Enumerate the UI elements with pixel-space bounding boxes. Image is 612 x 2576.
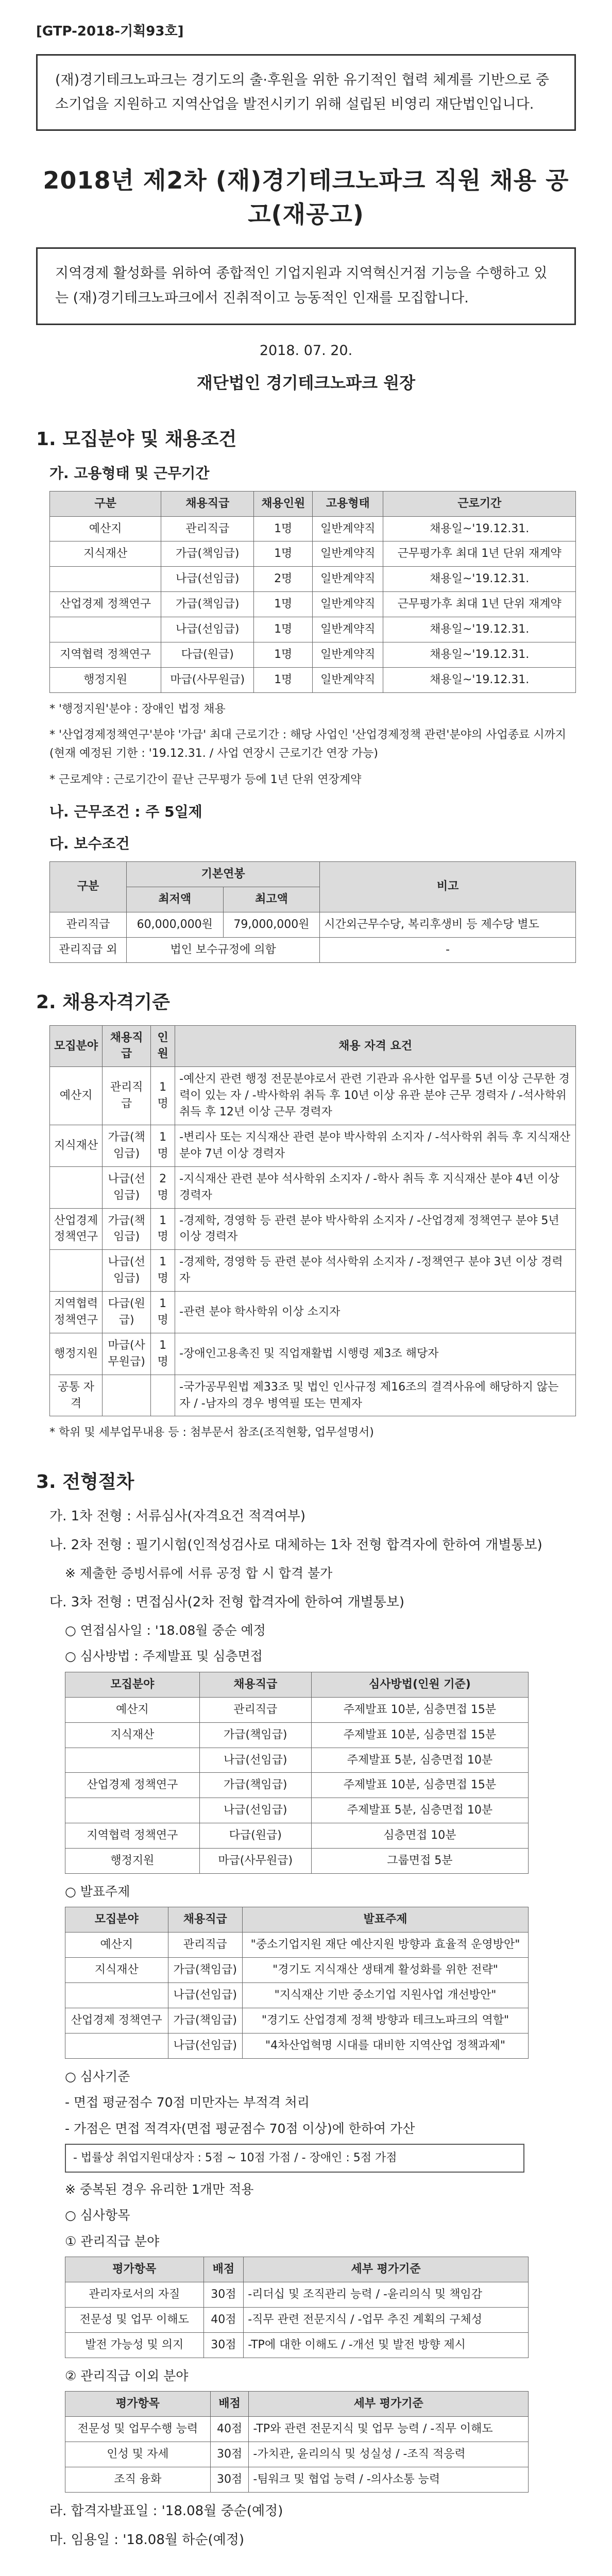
qualification-header-3: 채용 자격 요건 <box>175 1025 576 1067</box>
section2-note: * 학위 및 세부업무내용 등 : 첨부문서 참조(조직현황, 업무설명서) <box>49 1426 374 1439</box>
table-cell <box>151 1375 175 1416</box>
section1-title: 1. 모집분야 및 채용조건 <box>36 428 237 450</box>
crit-a-heading: ① 관리직급 분야 <box>65 2233 160 2249</box>
recruit-table <box>49 491 576 693</box>
qualification-header-2: 인원 <box>151 1025 175 1067</box>
recruit-note-2: * 근로계약 : 근로기간이 끝난 근무평가 등에 1년 단위 연장계약 <box>49 773 362 786</box>
crit-a-table <box>65 2257 529 2358</box>
table-cell: 예산지 <box>65 1697 200 1722</box>
table-cell: 일반계약직 <box>313 617 383 642</box>
notice-box: (재)경기테크노파크는 경기도의 출·후원을 위한 유기적인 협력 체계를 기반으로 중소기업을 지원하고 지역산업을 발전시키기 위해 설립된 비영리 재단법인입니다. <box>36 54 576 131</box>
table-cell: 지역협력 정책연구 <box>50 1292 103 1333</box>
table-cell: 예산지 <box>50 1067 103 1125</box>
table-row <box>65 1748 529 1773</box>
table-cell: 40점 <box>210 2416 249 2442</box>
table-cell: 지식재산 <box>65 1722 200 1748</box>
table-cell: -국가공무원법 제33조 및 법인 인사규정 제16조의 결격사유에 해당하지 않는 자 / -남자의 경우 병역필 또는 면제자 <box>175 1375 576 1416</box>
table-cell: "경기도 지식재산 생태계 활성화를 위한 전략" <box>242 1958 528 1983</box>
table-cell: 다급(원급) <box>161 642 254 668</box>
table-row <box>65 2416 529 2442</box>
appointment-date: 마. 임용일 : '18.08월 하순(예정) <box>49 2532 244 2548</box>
step2: 나. 2차 전형 : 필기시험(인적성검사로 대체하는 1차 전형 합격자에 한하여 개별통보) <box>49 1537 542 1553</box>
table-row <box>50 567 576 592</box>
table-cell: 1명 <box>151 1333 175 1375</box>
criteria-heading: ○ 심사기준 <box>65 2069 130 2084</box>
pay-table <box>49 861 576 963</box>
table-cell: -변리사 또는 지식재산 관련 분야 박사학위 소지자 / -석사학위 취득 후 지식재산 분야 7년 이상 경력자 <box>175 1125 576 1167</box>
table-cell: 가급(책임급) <box>161 592 254 617</box>
table-cell: 40점 <box>203 2307 244 2332</box>
table-cell <box>50 1166 103 1208</box>
table-row <box>65 1823 529 1849</box>
table-row <box>50 1292 576 1333</box>
table-cell: 1명 <box>254 592 313 617</box>
table-row <box>50 1333 576 1375</box>
table-cell: 근무평가후 최대 1년 단위 재계약 <box>383 541 576 567</box>
table-cell: 주제발표 10분, 심층면접 15분 <box>311 1697 528 1722</box>
recruit-header-1: 채용직급 <box>161 491 254 516</box>
step1: 가. 1차 전형 : 서류심사(자격요건 적격여부) <box>49 1508 306 1524</box>
table-cell: 일반계약직 <box>313 516 383 541</box>
table-cell: -경제학, 경영학 등 관련 분야 박사학위 소지자 / -산업경제 정책연구 분야 5년 이상 경력자 <box>175 1208 576 1250</box>
table-cell: 가급(책임급) <box>199 1722 311 1748</box>
topic-table <box>65 1907 529 2058</box>
table-cell: 인성 및 자세 <box>65 2442 211 2467</box>
table-row <box>50 617 576 642</box>
table-cell: 산업경제 정책연구 <box>50 1208 103 1250</box>
table-cell: 나급(선임급) <box>161 617 254 642</box>
table-cell: 1명 <box>254 642 313 668</box>
table-cell: 1명 <box>151 1125 175 1167</box>
table-cell: "경기도 산업경제 정책 방향과 테크노파크의 역할" <box>242 2008 528 2033</box>
table-cell: 심층면접 10분 <box>311 1823 528 1849</box>
table-cell: "중소기업지원 재단 예산지원 방향과 효율적 운영방안" <box>242 1933 528 1958</box>
table-cell <box>65 1798 200 1823</box>
table-cell: 채용일~'19.12.31. <box>383 667 576 692</box>
eval-items-heading: ○ 심사항목 <box>65 2208 130 2223</box>
table-cell: 가급(책임급) <box>168 2008 242 2033</box>
table-row: 관리직급 60,000,000원 79,000,000원 시간외근무수당, 복리후생비 등 제수당 별도 <box>50 912 576 937</box>
crit-b-heading: ② 관리직급 이외 분야 <box>65 2368 189 2383</box>
step2-note: ※ 제출한 증빙서류에 서류 공정 합 시 합격 불가 <box>65 1566 333 1581</box>
table-cell: 산업경제 정책연구 <box>50 592 161 617</box>
table-row <box>65 1697 529 1722</box>
table-row <box>65 2033 529 2058</box>
interview-header-2: 심사방법(인원 기준) <box>311 1672 528 1697</box>
result-date: 라. 합격자발표일 : '18.08월 중순(예정) <box>49 2503 283 2519</box>
interview-header-1: 채용직급 <box>199 1672 311 1697</box>
table-cell: 일반계약직 <box>313 541 383 567</box>
table-cell: 일반계약직 <box>313 667 383 692</box>
table-cell: 30점 <box>210 2467 249 2492</box>
table-row <box>65 1773 529 1798</box>
table-cell <box>65 1748 200 1773</box>
table-cell: 공통 자격 <box>50 1375 103 1416</box>
page-title: 2018년 제2차 (재)경기테크노파크 직원 채용 공고(재공고) <box>43 166 569 228</box>
table-cell <box>103 1375 151 1416</box>
table-cell: 2명 <box>254 567 313 592</box>
table-cell: 그룹면접 5분 <box>311 1849 528 1874</box>
table-cell: 마급(사무원급) <box>103 1333 151 1375</box>
table-cell: 30점 <box>210 2442 249 2467</box>
table-cell: 산업경제 정책연구 <box>65 2008 168 2033</box>
table-cell: 관리직급 <box>161 516 254 541</box>
table-cell: 30점 <box>203 2332 244 2358</box>
crit-a-header-1: 배점 <box>203 2257 244 2282</box>
table-row <box>65 2307 529 2332</box>
crit-b-header-1: 배점 <box>210 2392 249 2417</box>
table-cell: 1명 <box>254 617 313 642</box>
table-row <box>65 2008 529 2033</box>
table-cell: -팀워크 및 협업 능력 / -의사소통 능력 <box>249 2467 529 2492</box>
topic-header-0: 모집분야 <box>65 1907 168 1933</box>
table-cell: 지식재산 <box>50 541 161 567</box>
table-cell: 1명 <box>254 541 313 567</box>
table-cell: 다급(원급) <box>199 1823 311 1849</box>
table-cell: 전문성 및 업무수행 능력 <box>65 2416 211 2442</box>
interview-header-0: 모집분야 <box>65 1672 200 1697</box>
table-cell: -TP에 대한 이해도 / -개선 및 발전 방향 제시 <box>244 2332 529 2358</box>
table-cell: 1명 <box>151 1208 175 1250</box>
section1-sub2: 나. 근무조건 : 주 5일제 <box>49 803 202 820</box>
table-cell: 채용일~'19.12.31. <box>383 642 576 668</box>
table-cell: -경제학, 경영학 등 관련 분야 석사학위 소지자 / -정책연구 분야 3년 이상 경력자 <box>175 1250 576 1292</box>
recruit-header-4: 근로기간 <box>383 491 576 516</box>
step3: 다. 3차 전형 : 면접심사(2차 전형 합격자에 한하여 개별통보) <box>49 1594 405 1610</box>
table-row <box>65 1933 529 1958</box>
table-row <box>50 642 576 668</box>
table-cell: 지식재산 <box>50 1125 103 1167</box>
table-row <box>50 1250 576 1292</box>
table-cell: 일반계약직 <box>313 642 383 668</box>
table-cell: 가급(책임급) <box>161 541 254 567</box>
document-code: [GTP-2018-기획93호] <box>36 24 184 39</box>
table-cell: 가급(책임급) <box>103 1125 151 1167</box>
table-row <box>50 1125 576 1167</box>
table-cell: 채용일~'19.12.31. <box>383 617 576 642</box>
bonus-note: ※ 중복된 경우 유리한 1개만 적용 <box>65 2181 254 2197</box>
table-cell: 근무평가후 최대 1년 단위 재계약 <box>383 592 576 617</box>
pay-header-category: 구분 <box>50 862 127 912</box>
table-row: 관리직급 외 법인 보수규정에 의함 - <box>50 937 576 962</box>
table-cell: -가치관, 윤리의식 및 성실성 / -조직 적응력 <box>249 2442 529 2467</box>
table-cell: 나급(선임급) <box>103 1250 151 1292</box>
recruit-header-0: 구분 <box>50 491 161 516</box>
recruit-note-1: * '산업경제정책연구'분야 '가급' 최대 근로기간 : 해당 사업인 '산업경제정책 관련'분야의 사업종료 시까지 (현재 예정된 기한 : '19.12.31. / 사업 연장시 근로기간 연장 가능) <box>49 728 566 760</box>
table-cell: 마급(사무원급) <box>199 1849 311 1874</box>
pay-header-min: 최저액 <box>126 887 223 912</box>
pay-header-max: 최고액 <box>223 887 320 912</box>
table-cell: 1명 <box>151 1292 175 1333</box>
table-row <box>65 1798 529 1823</box>
table-row <box>50 667 576 692</box>
section2-title: 2. 채용자격기준 <box>36 991 170 1013</box>
table-cell: 관리직급 <box>199 1697 311 1722</box>
criteria-line-2: - 가점은 면접 적격자(면접 평균점수 70점 이상)에 한하여 가산 <box>65 2121 415 2136</box>
section1-sub1: 가. 고용형태 및 근무기간 <box>49 464 210 482</box>
table-row <box>65 2282 529 2307</box>
qualification-header-1: 채용직급 <box>103 1025 151 1067</box>
table-row <box>65 2442 529 2467</box>
table-cell: 주제발표 5분, 심층면접 10분 <box>311 1798 528 1823</box>
table-row <box>50 1166 576 1208</box>
table-cell <box>50 1250 103 1292</box>
table-cell: 나급(선임급) <box>199 1798 311 1823</box>
table-cell: 관리직급 <box>168 1933 242 1958</box>
table-cell: 발전 가능성 및 의지 <box>65 2332 204 2358</box>
table-cell: 채용일~'19.12.31. <box>383 516 576 541</box>
table-cell: 가급(책임급) <box>199 1773 311 1798</box>
table-row <box>65 1722 529 1748</box>
table-cell <box>50 567 161 592</box>
bonus-box: - 법률상 취업지원대상자 : 5점 ~ 10점 가점 / - 장애인 : 5점 가점 <box>65 2144 524 2172</box>
criteria-line-1: - 면접 평균점수 70점 미만자는 부적격 처리 <box>65 2095 310 2110</box>
topic-header-2: 발표주제 <box>242 1907 528 1933</box>
table-cell: 가급(책임급) <box>103 1208 151 1250</box>
table-cell: 주제발표 10분, 심층면접 15분 <box>311 1722 528 1748</box>
table-row <box>65 1849 529 1874</box>
table-cell: 행정지원 <box>65 1849 200 1874</box>
table-cell: 1명 <box>254 516 313 541</box>
crit-b-table <box>65 2391 529 2493</box>
table-cell: 일반계약직 <box>313 567 383 592</box>
table-cell: 1명 <box>254 667 313 692</box>
crit-a-header-0: 평가항목 <box>65 2257 204 2282</box>
table-row <box>50 516 576 541</box>
table-cell: 행정지원 <box>50 667 161 692</box>
table-cell: -예산지 관련 행정 전문분야로서 관련 기관과 유사한 업무를 5년 이상 근무한 경력이 있는 자 / -박사학위 취득 후 10년 이상 유관 분야 근무 경력자 / -석사학위 취득 후 12년 이상 근무 경력자 <box>175 1067 576 1125</box>
crit-b-header-0: 평가항목 <box>65 2392 211 2417</box>
table-cell: 지역협력 정책연구 <box>50 642 161 668</box>
table-cell: 나급(선임급) <box>161 567 254 592</box>
pay-header-group: 기본연봉 <box>126 862 319 887</box>
table-cell: 가급(책임급) <box>168 1958 242 1983</box>
pay-header-note: 비고 <box>320 862 576 912</box>
table-cell: 주제발표 5분, 심층면접 10분 <box>311 1748 528 1773</box>
interview-method: ○ 심사방법 : 주제발표 및 심층면접 <box>65 1649 263 1664</box>
crit-a-header-2: 세부 평가기준 <box>244 2257 529 2282</box>
announcement-date: 2018. 07. 20. <box>259 342 353 359</box>
table-cell: -리더십 및 조직관리 능력 / -윤리의식 및 책임감 <box>244 2282 529 2307</box>
section3-title: 3. 전형절차 <box>36 1471 134 1493</box>
topic-header-1: 채용직급 <box>168 1907 242 1933</box>
table-cell: 나급(선임급) <box>168 1983 242 2008</box>
recruit-header-3: 고용형태 <box>313 491 383 516</box>
table-cell: 채용일~'19.12.31. <box>383 567 576 592</box>
table-row <box>50 1208 576 1250</box>
intro-box: 지역경제 활성화를 위하여 종합적인 기업지원과 지역혁신거점 기능을 수행하고 있는 (재)경기테크노파크에서 진취적이고 능동적인 인재를 모집합니다. <box>36 247 576 325</box>
table-cell: 1명 <box>151 1250 175 1292</box>
table-cell: "지식재산 기반 중소기업 지원사업 개선방안" <box>242 1983 528 2008</box>
table-cell: "4차산업혁명 시대를 대비한 지역산업 정책과제" <box>242 2033 528 2058</box>
table-row <box>50 1375 576 1416</box>
table-cell: 주제발표 10분, 심층면접 15분 <box>311 1773 528 1798</box>
table-cell: -TP와 관련 전문지식 및 업무 능력 / -직무 이해도 <box>249 2416 529 2442</box>
interview-date: ○ 연접심사일 : '18.08월 중순 예정 <box>65 1622 266 1638</box>
table-row <box>65 1958 529 1983</box>
table-cell: 관리직급 <box>103 1067 151 1125</box>
table-cell: 나급(선임급) <box>199 1748 311 1773</box>
recruit-header-2: 채용인원 <box>254 491 313 516</box>
table-row <box>50 541 576 567</box>
table-row <box>65 2467 529 2492</box>
table-cell: 조직 융화 <box>65 2467 211 2492</box>
table-cell: -장애인고용촉진 및 직업재활법 시행령 제3조 해당자 <box>175 1333 576 1375</box>
table-row <box>50 1067 576 1125</box>
crit-b-header-2: 세부 평가기준 <box>249 2392 529 2417</box>
table-cell: 30점 <box>203 2282 244 2307</box>
table-cell <box>50 617 161 642</box>
table-cell: 산업경제 정책연구 <box>65 1773 200 1798</box>
table-cell: -직무 관련 전문지식 / -업무 추진 계획의 구체성 <box>244 2307 529 2332</box>
table-cell: 전문성 및 업무 이해도 <box>65 2307 204 2332</box>
table-cell: -지식재산 관련 분야 석사학위 소지자 / -학사 취득 후 지식재산 분야 4년 이상 경력자 <box>175 1166 576 1208</box>
table-cell: 지역협력 정책연구 <box>65 1823 200 1849</box>
table-cell <box>65 2033 168 2058</box>
table-cell: 예산지 <box>65 1933 168 1958</box>
topic-heading: ○ 발표주제 <box>65 1884 130 1899</box>
table-cell: 1명 <box>151 1067 175 1125</box>
table-row <box>65 2332 529 2358</box>
qualification-table <box>49 1025 576 1417</box>
table-row <box>65 1983 529 2008</box>
table-cell: 2명 <box>151 1166 175 1208</box>
interview-table <box>65 1672 529 1874</box>
table-cell: 나급(선임급) <box>103 1166 151 1208</box>
table-cell: 마급(사무원급) <box>161 667 254 692</box>
table-cell: 지식재산 <box>65 1958 168 1983</box>
section1-sub3: 다. 보수조건 <box>49 835 130 852</box>
table-cell: 예산지 <box>50 516 161 541</box>
table-cell: -관련 분야 학사학위 이상 소지자 <box>175 1292 576 1333</box>
table-cell: 나급(선임급) <box>168 2033 242 2058</box>
table-cell <box>65 1983 168 2008</box>
organization-name: 재단법인 경기테크노파크 원장 <box>196 372 416 393</box>
table-cell: 행정지원 <box>50 1333 103 1375</box>
recruit-note-0: * '행정지원'분야 : 장애인 법정 채용 <box>49 702 226 716</box>
table-row <box>50 592 576 617</box>
table-cell: 다급(원급) <box>103 1292 151 1333</box>
table-cell: 관리자로서의 자질 <box>65 2282 204 2307</box>
qualification-header-0: 모집분야 <box>50 1025 103 1067</box>
table-cell: 일반계약직 <box>313 592 383 617</box>
